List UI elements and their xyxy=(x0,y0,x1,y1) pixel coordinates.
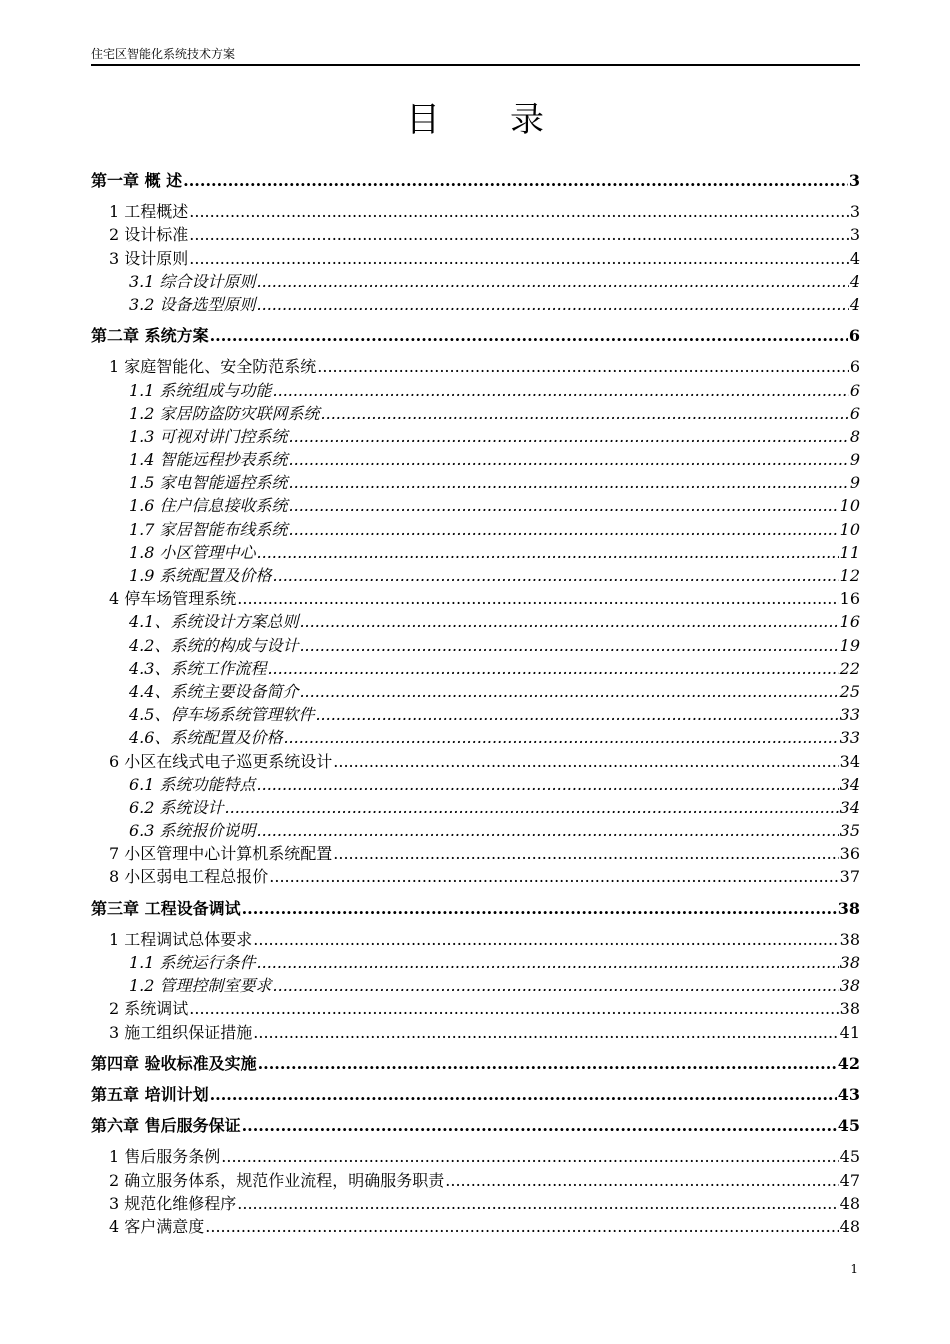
toc-entry-page: 34 xyxy=(839,751,860,771)
toc-entry[interactable] xyxy=(91,1168,860,1191)
toc-entry[interactable] xyxy=(91,609,860,632)
toc-entry-page: 48 xyxy=(839,1216,860,1236)
toc-entry-page: 25 xyxy=(839,681,860,701)
toc-entry-page: 33 xyxy=(839,728,860,748)
toc-entry-page: 19 xyxy=(839,635,860,655)
toc-entry-label: 3 规范化维修程序 xyxy=(109,1193,237,1213)
toc-entry-label: 1 售后服务条例 xyxy=(109,1147,221,1167)
toc-entry-page: 38 xyxy=(839,953,860,972)
toc-entry[interactable] xyxy=(91,633,860,656)
toc-entry[interactable] xyxy=(91,563,860,586)
toc-entry-page: 38 xyxy=(837,898,860,918)
toc-leader-dots xyxy=(321,404,849,423)
table-of-contents xyxy=(91,160,860,1237)
toc-entry-page: 3 xyxy=(849,225,860,245)
toc-leader-dots xyxy=(258,1054,837,1073)
toc-entry-page: 43 xyxy=(837,1084,860,1104)
toc-leader-dots xyxy=(257,821,839,840)
toc-entry[interactable] xyxy=(91,401,860,424)
title-char-2: 录 xyxy=(510,100,544,140)
toc-entry[interactable] xyxy=(91,1191,860,1214)
toc-entry-page: 34 xyxy=(839,774,860,794)
toc-leader-dots xyxy=(289,450,849,469)
toc-entry-page: 12 xyxy=(839,566,860,585)
toc-entry-page: 33 xyxy=(839,705,860,725)
toc-entry-label: 1 家庭智能化、安全防范系统 xyxy=(109,357,317,377)
toc-entry-page: 45 xyxy=(839,1147,860,1167)
toc-leader-dots xyxy=(317,357,849,376)
toc-entry-label: 第三章 工程设备调试 xyxy=(91,898,241,918)
toc-leader-dots xyxy=(257,272,849,291)
toc-entry-page: 3 xyxy=(848,171,860,190)
toc-entry[interactable] xyxy=(91,1020,860,1043)
toc-entry-page: 38 xyxy=(839,929,860,949)
toc-entry-label: 1.1 系统运行条件 xyxy=(129,953,256,972)
toc-entry-label: 第四章 验收标准及实施 xyxy=(91,1053,257,1073)
toc-entry[interactable] xyxy=(91,1144,860,1167)
toc-entry-label: 6.3 系统报价说明 xyxy=(129,821,256,841)
running-header: 住宅区智能化系统技术方案 xyxy=(91,46,860,66)
toc-entry[interactable] xyxy=(91,725,860,748)
toc-entry[interactable] xyxy=(91,246,860,269)
toc-entry[interactable] xyxy=(91,749,860,772)
toc-entry-page: 4 xyxy=(849,271,860,291)
toc-entry[interactable] xyxy=(91,470,860,493)
toc-leader-dots xyxy=(289,427,849,446)
toc-entry[interactable] xyxy=(91,493,860,516)
toc-chapter-entry[interactable] xyxy=(91,1051,860,1074)
toc-entry-label: 1.3 可视对讲门控系统 xyxy=(129,426,288,446)
toc-entry-label: 1.7 家居智能布线系统 xyxy=(129,519,288,539)
toc-entry-label: 4.1、系统设计方案总则 xyxy=(129,612,299,632)
toc-leader-dots xyxy=(183,171,848,190)
toc-entry-label: 2 设计标准 xyxy=(109,225,189,245)
toc-entry[interactable] xyxy=(91,292,860,315)
toc-leader-dots xyxy=(225,798,839,817)
toc-entry-label: 3 设计原则 xyxy=(109,248,189,268)
toc-leader-dots xyxy=(189,249,849,268)
toc-leader-dots xyxy=(257,775,839,794)
toc-entry-page: 42 xyxy=(837,1053,860,1073)
toc-entry-page: 37 xyxy=(839,867,860,887)
toc-chapter-entry[interactable] xyxy=(91,168,860,191)
toc-entry-page: 41 xyxy=(839,1022,860,1042)
toc-leader-dots xyxy=(253,1023,838,1042)
toc-leader-dots xyxy=(273,566,839,585)
toc-entry[interactable] xyxy=(91,199,860,222)
toc-leader-dots xyxy=(189,225,849,244)
toc-leader-dots xyxy=(299,636,838,655)
toc-entry-page: 38 xyxy=(839,999,860,1019)
toc-entry[interactable] xyxy=(91,517,860,540)
toc-entry-label: 4.5、停车场系统管理软件 xyxy=(129,705,315,725)
toc-entry-page: 10 xyxy=(839,519,860,539)
toc-entry-label: 4.4、系统主要设备简介 xyxy=(129,681,299,701)
toc-entry-page: 10 xyxy=(839,496,860,516)
toc-entry-page: 16 xyxy=(839,589,860,609)
toc-leader-dots xyxy=(189,999,838,1018)
toc-entry-label: 1 工程调试总体要求 xyxy=(109,929,253,949)
toc-leader-dots xyxy=(242,1116,837,1135)
toc-entry-label: 1.9 系统配置及价格 xyxy=(129,566,272,585)
toc-leader-dots xyxy=(333,844,838,863)
toc-leader-dots xyxy=(283,728,838,747)
toc-leader-dots xyxy=(333,752,838,771)
toc-entry-page: 48 xyxy=(839,1193,860,1213)
toc-entry-page: 45 xyxy=(837,1116,860,1136)
toc-entry[interactable] xyxy=(91,818,860,841)
toc-leader-dots xyxy=(210,326,848,345)
toc-leader-dots xyxy=(289,473,849,492)
toc-entry[interactable] xyxy=(91,447,860,470)
toc-entry-page: 6 xyxy=(848,326,860,346)
toc-entry[interactable] xyxy=(91,927,860,950)
toc-entry-page: 6 xyxy=(849,380,860,400)
toc-entry[interactable] xyxy=(91,1214,860,1237)
toc-entry[interactable] xyxy=(91,540,860,563)
toc-entry-label: 3.1 综合设计原则 xyxy=(129,271,256,291)
toc-entry-label: 1.2 家居防盗防灾联网系统 xyxy=(129,403,320,423)
toc-entry-label: 4.2、系统的构成与设计 xyxy=(129,635,299,655)
toc-entry-page: 8 xyxy=(849,426,860,446)
toc-entry-label: 1.4 智能远程抄表系统 xyxy=(129,450,288,470)
toc-leader-dots xyxy=(269,867,838,886)
toc-entry[interactable] xyxy=(91,841,860,864)
toc-leader-dots xyxy=(242,899,837,918)
title-char-1: 目 xyxy=(406,100,440,140)
toc-leader-dots xyxy=(273,976,839,995)
toc-entry[interactable] xyxy=(91,702,860,725)
toc-entry-page: 4 xyxy=(849,248,860,268)
toc-entry[interactable] xyxy=(91,656,860,679)
toc-entry-label: 7 小区管理中心计算机系统配置 xyxy=(109,844,333,864)
toc-entry[interactable] xyxy=(91,222,860,245)
toc-leader-dots xyxy=(273,381,849,400)
toc-entry-page: 9 xyxy=(849,450,860,470)
toc-entry-page: 3 xyxy=(849,202,860,222)
toc-leader-dots xyxy=(253,930,838,949)
toc-entry-page: 35 xyxy=(839,821,860,841)
toc-entry-label: 8 小区弱电工程总报价 xyxy=(109,867,269,887)
toc-entry-label: 1.6 住户信息接收系统 xyxy=(129,496,288,516)
toc-entry[interactable] xyxy=(91,950,860,973)
toc-entry[interactable] xyxy=(91,864,860,887)
toc-leader-dots xyxy=(289,496,839,515)
toc-leader-dots xyxy=(189,202,849,221)
toc-leader-dots xyxy=(267,659,838,678)
toc-leader-dots xyxy=(257,543,839,562)
toc-leader-dots xyxy=(237,1194,838,1213)
toc-entry-label: 6 小区在线式电子巡更系统设计 xyxy=(109,751,333,771)
toc-entry-page: 9 xyxy=(849,473,860,493)
toc-leader-dots xyxy=(257,953,839,972)
toc-entry[interactable] xyxy=(91,269,860,292)
toc-entry-label: 2 系统调试 xyxy=(109,999,189,1019)
toc-entry-label: 1 工程概述 xyxy=(109,202,189,222)
toc-entry-page: 47 xyxy=(839,1170,860,1190)
toc-entry[interactable] xyxy=(91,679,860,702)
toc-leader-dots xyxy=(221,1147,838,1166)
toc-entry-label: 1.8 小区管理中心 xyxy=(129,542,256,562)
toc-chapter-entry[interactable] xyxy=(91,1082,860,1105)
toc-entry-page: 16 xyxy=(839,612,860,632)
toc-leader-dots xyxy=(210,1085,837,1104)
toc-entry-label: 3 施工组织保证措施 xyxy=(109,1022,253,1042)
toc-leader-dots xyxy=(257,295,849,314)
toc-entry-page: 34 xyxy=(839,797,860,817)
toc-entry-label: 1.1 系统组成与功能 xyxy=(129,380,272,400)
toc-entry-label: 4.3、系统工作流程 xyxy=(129,658,267,678)
toc-entry-label: 第二章 系统方案 xyxy=(91,326,209,346)
page-number: 1 xyxy=(850,1262,858,1276)
toc-entry-page: 11 xyxy=(839,542,860,562)
toc-entry-label: 2 确立服务体系，规范作业流程，明确服务职责 xyxy=(109,1170,445,1190)
toc-leader-dots xyxy=(289,520,839,539)
toc-chapter-entry[interactable] xyxy=(91,1113,860,1136)
toc-entry[interactable] xyxy=(91,996,860,1019)
toc-entry-label: 3.2 设备选型原则 xyxy=(129,294,256,314)
toc-entry-label: 4 停车场管理系统 xyxy=(109,589,237,609)
toc-entry[interactable] xyxy=(91,424,860,447)
toc-leader-dots xyxy=(205,1217,838,1236)
toc-chapter-entry[interactable] xyxy=(91,896,860,919)
toc-leader-dots xyxy=(299,612,838,631)
toc-entry-label: 1.5 家电智能遥控系统 xyxy=(129,473,288,493)
toc-leader-dots xyxy=(315,705,838,724)
toc-entry-page: 6 xyxy=(849,403,860,423)
toc-entry-page: 4 xyxy=(849,294,860,314)
page-title xyxy=(0,92,950,141)
toc-entry-page: 6 xyxy=(849,357,860,377)
toc-entry-label: 第一章 概 述 xyxy=(91,171,183,190)
toc-entry[interactable] xyxy=(91,772,860,795)
toc-entry[interactable] xyxy=(91,378,860,401)
toc-entry[interactable] xyxy=(91,586,860,609)
toc-entry-label: 6.2 系统设计 xyxy=(129,797,224,817)
toc-leader-dots xyxy=(237,589,838,608)
toc-entry-page: 36 xyxy=(839,844,860,864)
toc-entry-label: 1.2 管理控制室要求 xyxy=(129,976,272,996)
toc-entry-label: 6.1 系统功能特点 xyxy=(129,774,256,794)
toc-leader-dots xyxy=(445,1171,838,1190)
toc-entry[interactable] xyxy=(91,795,860,818)
toc-chapter-entry[interactable] xyxy=(91,323,860,346)
toc-entry-label: 第五章 培训计划 xyxy=(91,1084,209,1104)
toc-entry-page: 22 xyxy=(839,658,860,678)
toc-entry-label: 4 客户满意度 xyxy=(109,1216,205,1236)
toc-entry[interactable] xyxy=(91,354,860,377)
toc-entry[interactable] xyxy=(91,973,860,996)
toc-entry-label: 4.6、系统配置及价格 xyxy=(129,728,283,748)
toc-entry-label: 第六章 售后服务保证 xyxy=(91,1116,241,1136)
toc-leader-dots xyxy=(299,682,838,701)
toc-entry-page: 38 xyxy=(839,976,860,996)
